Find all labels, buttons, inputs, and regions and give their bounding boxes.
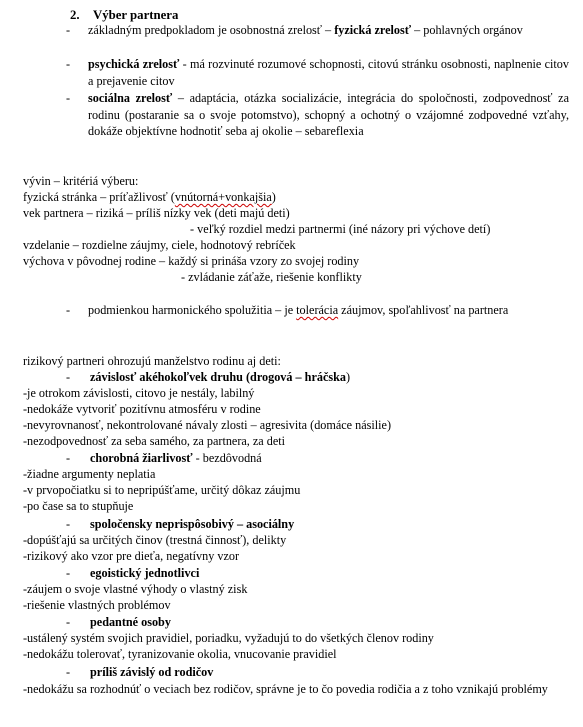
criteria-conflicts: - zvládanie záťaže, riešenie konflikty	[181, 270, 362, 284]
risk-section-egoist	[23, 565, 199, 582]
section-dash: -	[66, 615, 71, 629]
section-title: spoločensky neprispôsobivý – asociálny	[90, 517, 295, 531]
bullet-term: fyzická zrelosť	[334, 23, 412, 37]
section-title: chorobná žiarlivosť	[90, 451, 193, 465]
bullet-text	[88, 90, 569, 140]
criteria-upbringing: výchova v pôvodnej rodine – každý si prináša vzory zo svojej rodiny	[23, 254, 360, 268]
list-item: -nedokážu tolerovať, tyranizovanie okolia, vnucovanie pravidiel	[23, 647, 337, 661]
heading-title: Výber partnera	[92, 8, 179, 22]
risk-section-asocial	[23, 516, 294, 533]
list-item: -nedokážu sa rozhodnúť o veciach bez rodičov, správne je to čo povedia rodičia a z toho vznikajú problémy	[23, 682, 548, 696]
criteria-age: vek partnera – riziká – príliš nízky vek (deti majú deti)	[23, 206, 290, 220]
list-item: -je otrokom závislosti, citovo je nestály, labilný	[23, 386, 255, 400]
list-item: -záujem o svoje vlastné výhody o vlastný zisk	[23, 582, 248, 596]
list-item: -rizikový ako vzor pre dieťa, negatívny vzor	[23, 549, 240, 563]
bullet-text	[88, 56, 569, 89]
criteria-age-difference: - veľký rozdiel medzi partnermi (iné názory pri výchove detí)	[190, 222, 491, 236]
section-dash: -	[66, 517, 71, 531]
section-dash: -	[66, 665, 71, 679]
criteria-heading: vývin – kritériá výberu:	[23, 174, 139, 188]
harmony-text-post: záujmov, spoľahlivosť na partnera	[338, 303, 509, 317]
section-suffix: )	[345, 370, 351, 384]
bullet-text-post: – pohlavných orgánov	[411, 23, 523, 37]
risk-intro: rizikový partneri ohrozujú manželstvo rodinu aj deti:	[23, 354, 281, 368]
risk-section-parent-dependent	[23, 664, 213, 681]
bullet-dash: -	[66, 57, 71, 71]
section-dash: -	[66, 566, 71, 580]
list-item: -v prvopočiatku si to nepripúšťame, určitý dôkaz záujmu	[23, 483, 301, 497]
risk-section-pedantic	[23, 614, 171, 631]
section-title: závislosť akéhokoľvek druhu (drogová – hráčska	[90, 370, 346, 384]
bullet-social-maturity	[66, 90, 569, 140]
list-item: -nezodpovednosť za seba samého, za partnera, za deti	[23, 434, 286, 448]
section-title: príliš závislý od rodičov	[90, 665, 214, 679]
spellcheck-underlined-word: vnútorná+vonkajšia	[174, 190, 272, 204]
risk-section-jealousy	[23, 450, 262, 467]
section-title: pedantné osoby	[90, 615, 171, 629]
section-suffix: - bezdôvodná	[192, 451, 262, 465]
harmony-text-pre: podmienkou harmonického spolužitia – je	[88, 303, 297, 317]
bullet-harmony	[66, 302, 569, 319]
criteria-education: vzdelanie – rozdielne záujmy, ciele, hodnotový rebríček	[23, 238, 296, 252]
criteria-physical	[23, 189, 276, 206]
section-title: egoistický jednotlivci	[90, 566, 200, 580]
list-item: -dopúšťajú sa určitých činov (trestná činnosť), delikty	[23, 533, 287, 547]
bullet-text	[88, 22, 569, 39]
section-dash: -	[66, 451, 71, 465]
bullet-text-post: – adaptácia, otázka socializácie, integrácia do spoločnosti, zodpovednosť za rodinu (postaranie sa o svoje potomstvo), schopný a ochotný o vzájomné zodpovedné vzťahy, dokáže objektívne hodnotiť seba aj okolie – sebareflexia	[88, 91, 569, 139]
list-item: -po čase sa to stupňuje	[23, 499, 134, 513]
bullet-physical-maturity	[66, 22, 569, 39]
bullet-psychical-maturity	[66, 56, 569, 89]
bullet-text-pre: základným predpokladom je osobnostná zrelosť –	[88, 23, 335, 37]
bullet-dash: -	[66, 91, 71, 105]
criteria-physical-post: )	[271, 190, 276, 204]
list-item: -nevyrovnanosť, nekontrolované návaly zlosti – agresivita (domáce násilie)	[23, 418, 392, 432]
bullet-dash: -	[66, 303, 71, 317]
criteria-physical-pre: fyzická stránka – príťažlivosť (	[23, 190, 175, 204]
bullet-term: sociálna zrelosť	[88, 91, 173, 105]
bullet-term: psychická zrelosť	[88, 57, 180, 71]
list-item: -riešenie vlastných problémov	[23, 598, 171, 612]
heading-number: 2.	[70, 8, 80, 22]
risk-section-addiction	[23, 369, 350, 386]
bullet-text-post: - má rozvinuté rozumové schopnosti, citovú stránku osobnosti, naplnenie citov a prejavenie citov	[88, 57, 569, 88]
list-item: -ustálený systém svojich pravidiel, poriadku, vyžadujú to do všetkých členov rodiny	[23, 631, 434, 645]
list-item: -žiadne argumenty neplatia	[23, 467, 156, 481]
bullet-dash: -	[66, 23, 71, 37]
list-item: -nedokáže vytvoriť pozitívnu atmosféru v rodine	[23, 402, 261, 416]
section-dash: -	[66, 370, 71, 384]
bullet-text	[88, 302, 569, 319]
spellcheck-underlined-word: tolerácia	[296, 303, 339, 317]
